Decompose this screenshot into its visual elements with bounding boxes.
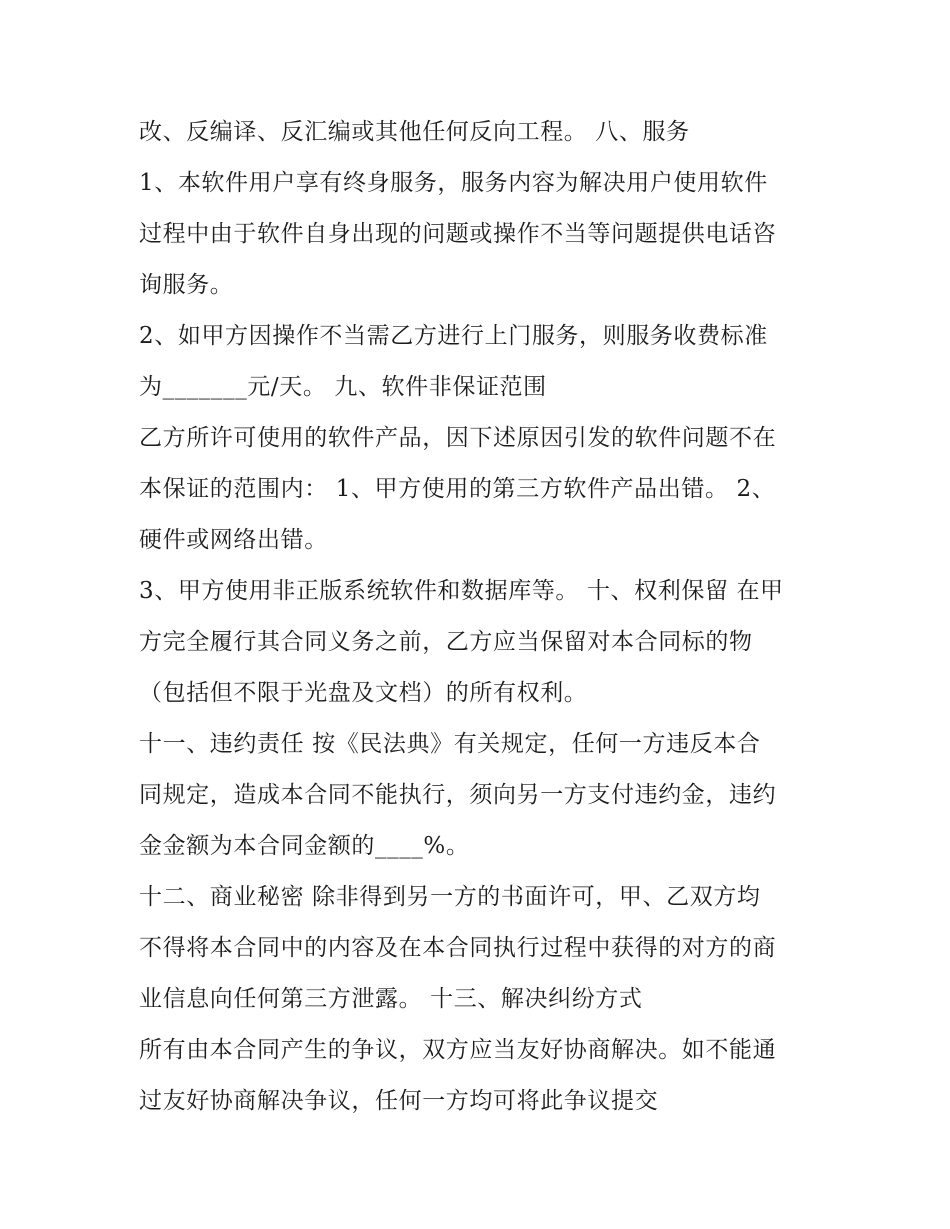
- text-line: 3、甲方使用非正版系统软件和数据库等。 十、权利保留 在甲: [139, 578, 784, 604]
- text-line: 硬件或网络出错。: [139, 527, 328, 553]
- text-line: 不得将本合同中的内容及在本合同执行过程中获得的对方的商: [139, 935, 777, 961]
- text-line: 本保证的范围内： 1、甲方使用的第三方软件产品出错。 2、: [139, 476, 776, 502]
- document-body: [139, 107, 829, 1127]
- text-line: 十一、违约责任 按《民法典》有关规定，任何一方违反本合: [139, 731, 761, 757]
- text-line: 改、反编译、反汇编或其他任何反向工程。 八、服务: [139, 119, 690, 145]
- text-line: 业信息向任何第三方泄露。 十三、解决纠纷方式: [139, 986, 643, 1012]
- text-line: 乙方所许可使用的软件产品，因下述原因引发的软件问题不在: [139, 425, 777, 451]
- text-line: 十二、商业秘密 除非得到另一方的书面许可，甲、乙双方均: [139, 884, 761, 910]
- text-line: 所有由本合同产生的争议，双方应当友好协商解决。如不能通: [139, 1037, 777, 1063]
- text-line: 过程中由于软件自身出现的问题或操作不当等问题提供电话咨: [139, 221, 777, 247]
- text-line: 同规定，造成本合同不能执行，须向另一方支付违约金，违约: [139, 782, 777, 808]
- text-line: 为_______元/天。 九、软件非保证范围: [139, 374, 547, 400]
- text-line: 过友好协商解决争议，任何一方均可将此争议提交: [139, 1088, 659, 1114]
- text-line: 金金额为本合同金额的____%。: [139, 833, 470, 859]
- text-line: 2、如甲方因操作不当需乙方进行上门服务，则服务收费标准: [139, 323, 768, 349]
- text-line: （包括但不限于光盘及文档）的所有权利。: [139, 680, 588, 706]
- text-line: 方完全履行其合同义务之前，乙方应当保留对本合同标的物: [139, 629, 753, 655]
- text-line: 1、本软件用户享有终身服务，服务内容为解决用户使用软件: [139, 170, 768, 196]
- text-line: 询服务。: [139, 272, 234, 298]
